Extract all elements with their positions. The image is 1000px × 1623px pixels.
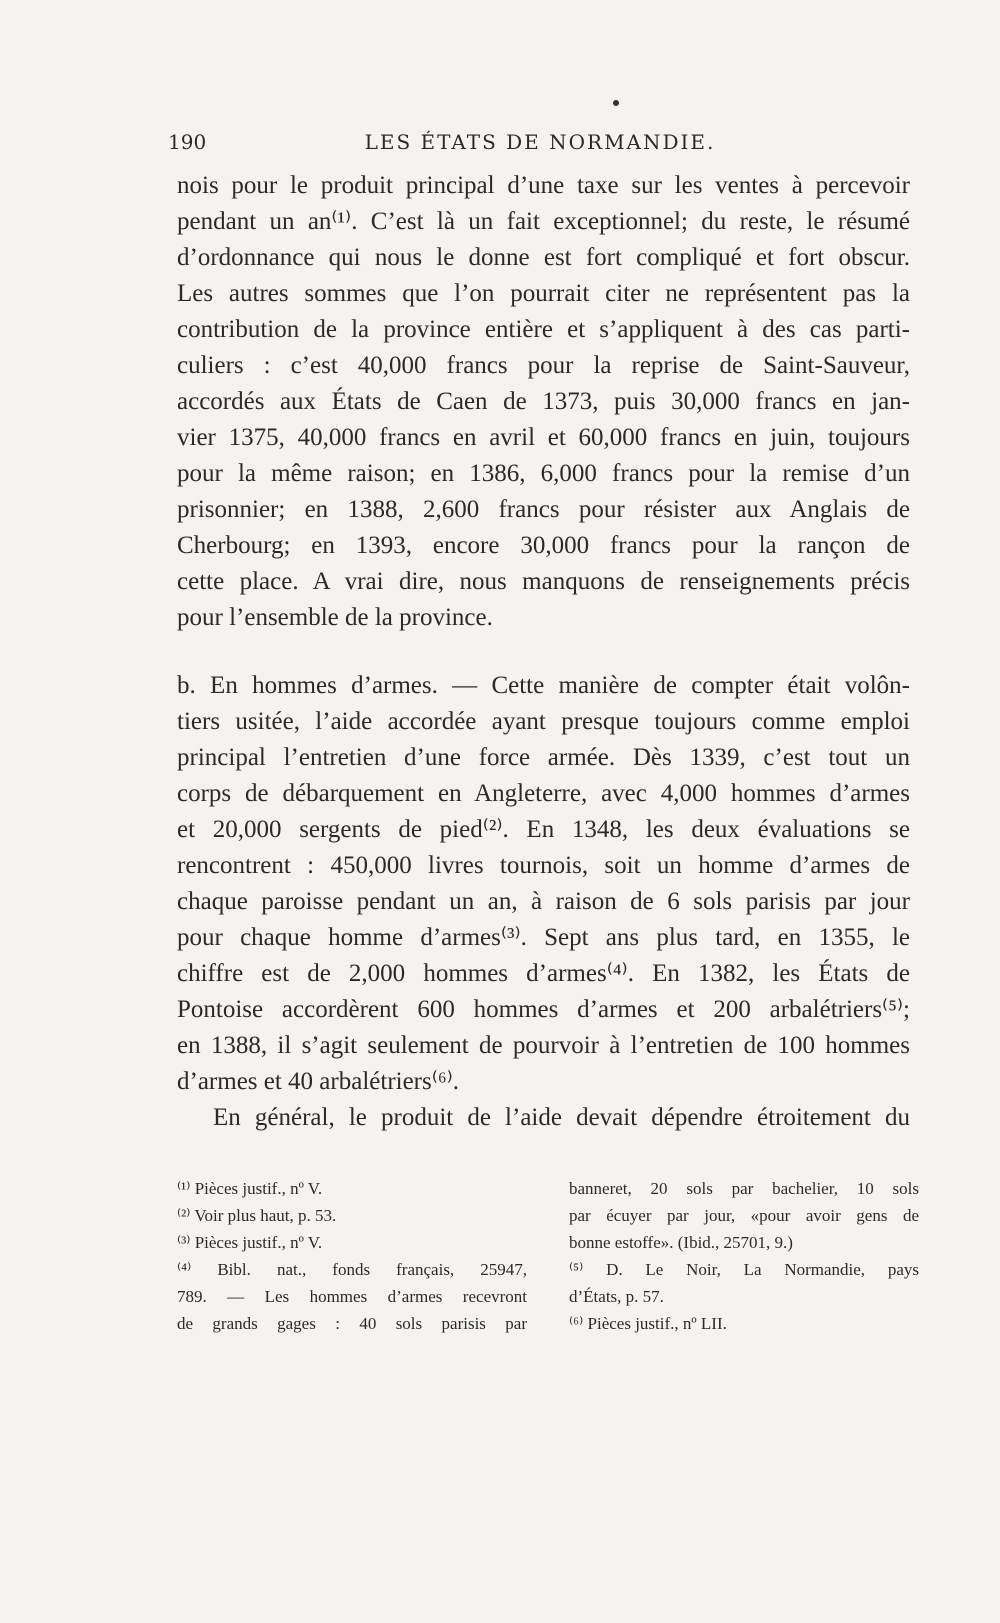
text-line: accordés aux États de Caen de 1373, puis 30,000 francs en jan- (177, 388, 910, 415)
footnote-line: 789. — Les hommes d’armes recevront (177, 1287, 527, 1306)
text-line: d’ordonnance qui nous le donne est fort compliqué et fort obscur. (177, 244, 910, 271)
footnote-line: bonne estoffe». (Ibid., 25701, 9.) (569, 1233, 793, 1252)
text-line: corps de débarquement en Angleterre, avec 4,000 hommes d’armes (177, 780, 910, 807)
text-line: pour l’ensemble de la province. (177, 604, 493, 631)
footnote-line: banneret, 20 sols par bachelier, 10 sols (569, 1179, 919, 1198)
footnote-line: ⁽⁵⁾ D. Le Noir, La Normandie, pays (569, 1260, 919, 1279)
footnote-line: ⁽⁶⁾ Pièces justif., nº LII. (569, 1314, 727, 1333)
footnote-line: ⁽⁴⁾ Bibl. nat., fonds français, 25947, (177, 1260, 527, 1279)
text-line: Cherbourg; en 1393, encore 30,000 francs pour la rançon de (177, 532, 910, 559)
text-line: d’armes et 40 arbalétriers⁽⁶⁾. (177, 1068, 459, 1095)
text-line: contribution de la province entière et s’appliquent à des cas parti- (177, 316, 910, 343)
text-line: pour chaque homme d’armes⁽³⁾. Sept ans plus tard, en 1355, le (177, 924, 910, 951)
footnote-line: ⁽¹⁾ Pièces justif., nº V. (177, 1179, 323, 1198)
footnote-line: par écuyer par jour, «pour avoir gens de (569, 1206, 919, 1225)
footnote-line: ⁽²⁾ Voir plus haut, p. 53. (177, 1206, 337, 1225)
text-line: et 20,000 sergents de pied⁽²⁾. En 1348, les deux évaluations se (177, 816, 910, 843)
running-title: LES ÉTATS DE NORMANDIE. (364, 130, 716, 154)
text-line: En général, le produit de l’aide devait dépendre étroitement du (213, 1104, 910, 1131)
text-line: chiffre est de 2,000 hommes d’armes⁽⁴⁾. En 1382, les États de (177, 960, 910, 987)
text-line: principal l’entretien d’une force armée. Dès 1339, c’est tout un (177, 744, 910, 771)
page-number: 190 (168, 130, 207, 154)
text-line: Pontoise accordèrent 600 hommes d’armes et 200 arbalétriers⁽⁵⁾; (177, 996, 910, 1023)
text-line: vier 1375, 40,000 francs en avril et 60,000 francs en juin, toujours (177, 424, 910, 451)
footnotes-right-column (569, 1175, 919, 1337)
text-line: rencontrent : 450,000 livres tournois, soit un homme d’armes de (177, 852, 910, 879)
page-header (168, 130, 912, 166)
main-text (177, 168, 910, 1136)
text-line: tiers usitée, l’aide accordée ayant presque toujours comme emploi (177, 708, 910, 735)
footnote-line: ⁽³⁾ Pièces justif., nº V. (177, 1233, 323, 1252)
text-line: pour la même raison; en 1386, 6,000 francs pour la remise d’un (177, 460, 910, 487)
text-line: cette place. A vrai dire, nous manquons de renseignements précis (177, 568, 910, 595)
text-line: nois pour le produit principal d’une taxe sur les ventes à percevoir (177, 172, 910, 199)
text-line: pendant un an⁽¹⁾. C’est là un fait exceptionnel; du reste, le résumé (177, 208, 910, 235)
text-line: b. En hommes d’armes. — Cette manière de compter était volôn- (177, 672, 910, 699)
footnote-line: de grands gages : 40 sols parisis par (177, 1314, 527, 1333)
text-line: culiers : c’est 40,000 francs pour la reprise de Saint-Sauveur, (177, 352, 910, 379)
paragraph-gap (177, 636, 910, 668)
text-line: prisonnier; en 1388, 2,600 francs pour résister aux Anglais de (177, 496, 910, 523)
text-line: en 1388, il s’agit seulement de pourvoir à l’entretien de 100 hommes (177, 1032, 910, 1059)
printer-mark (613, 100, 619, 106)
footnote-line: d’États, p. 57. (569, 1287, 664, 1306)
text-line: Les autres sommes que l’on pourrait citer ne représentent pas la (177, 280, 910, 307)
text-line: chaque paroisse pendant un an, à raison de 6 sols parisis par jour (177, 888, 910, 915)
footnotes-left-column (177, 1175, 527, 1337)
